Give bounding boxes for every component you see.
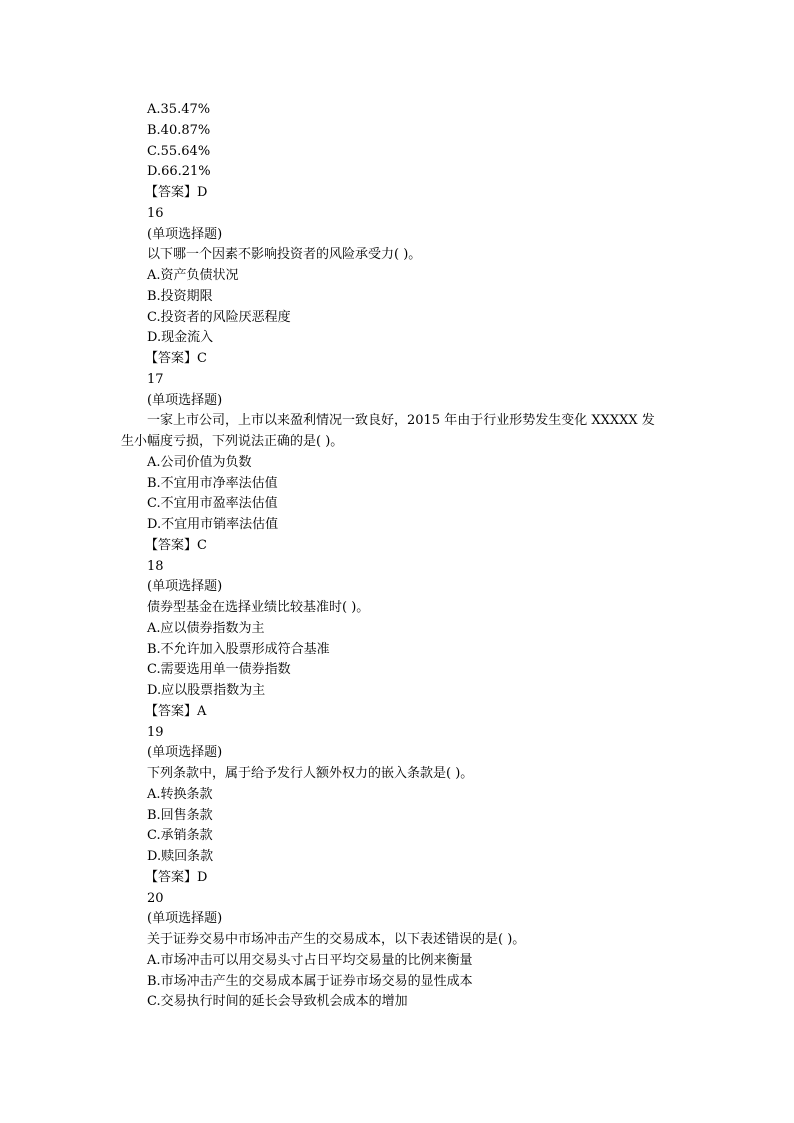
answer-line: 【答案】A xyxy=(145,703,207,719)
option-b: B.回售条款 xyxy=(147,807,213,823)
question-18 xyxy=(147,557,667,723)
option-d: D.赎回条款 xyxy=(147,849,214,864)
option-a: A.35.47% xyxy=(147,102,211,117)
option-d: D.66.21% xyxy=(147,164,211,180)
question-number: 20 xyxy=(147,890,164,906)
answer-line: 【答案】C xyxy=(145,537,207,553)
question-stem: 债券型基金在选择业绩比较基准时( )。 xyxy=(147,600,370,615)
option-d: D.应以股票指数为主 xyxy=(147,683,266,698)
option-b: B.不允许加入股票形成符合基准 xyxy=(147,641,330,657)
question-17 xyxy=(121,370,667,557)
question-stem: 以下哪一个因素不影响投资者的风险承受力( )。 xyxy=(147,247,422,263)
option-b: B.40.87% xyxy=(147,122,211,138)
option-c: C.55.64% xyxy=(147,143,211,159)
option-a: A.应以债券指数为主 xyxy=(147,620,265,636)
option-b: B.市场冲击产生的交易成本属于证券市场交易的显性成本 xyxy=(147,973,473,989)
option-d: D.现金流入 xyxy=(147,330,214,346)
answer-line: 【答案】C xyxy=(145,351,207,366)
question-type: (单项选择题) xyxy=(147,226,223,242)
question-stem-line-1: 一家上市公司，上市以来盈利情况一致良好，2015 年由于行业形势发生变化 XXXXX 发 xyxy=(147,413,655,429)
question-20 xyxy=(147,889,667,1014)
question-type: (单项选择题) xyxy=(147,392,223,408)
option-b: B.不宜用市净率法估值 xyxy=(147,475,278,491)
answer-line: 【答案】D xyxy=(145,185,208,200)
question-stem: 关于证券交易中市场冲击产生的交易成本，以下表述错误的是( )。 xyxy=(147,932,526,947)
option-a: A.转换条款 xyxy=(147,786,213,802)
option-c: C.承销条款 xyxy=(147,828,213,844)
question-number: 19 xyxy=(147,724,164,740)
option-c: C.不宜用市盈率法估值 xyxy=(147,496,278,512)
question-number: 17 xyxy=(147,371,164,387)
question-15 xyxy=(147,100,667,204)
option-c: C.交易执行时间的延长会导致机会成本的增加 xyxy=(147,994,408,1010)
question-stem: 下列条款中，属于给予发行人额外权力的嵌入条款是( )。 xyxy=(147,766,474,781)
question-type: (单项选择题) xyxy=(147,911,223,927)
option-a: A.公司价值为负数 xyxy=(147,454,252,470)
question-stem-line-2: 生小幅度亏损，下列说法正确的是( )。 xyxy=(121,434,344,449)
option-a: A.市场冲击可以用交易头寸占日平均交易量的比例来衡量 xyxy=(147,952,473,968)
question-number: 16 xyxy=(147,205,164,221)
answer-line: 【答案】D xyxy=(145,869,208,885)
question-type: (单项选择题) xyxy=(147,579,223,595)
option-a: A.资产负债状况 xyxy=(147,268,239,283)
option-c: C.投资者的风险厌恶程度 xyxy=(147,309,291,325)
document-content xyxy=(121,100,667,1013)
question-type: (单项选择题) xyxy=(147,745,223,761)
option-c: C.需要选用单一债券指数 xyxy=(147,662,291,678)
option-b: B.投资期限 xyxy=(147,288,213,304)
question-number: 18 xyxy=(147,558,164,574)
question-16 xyxy=(147,204,667,370)
question-19 xyxy=(147,723,667,889)
option-d: D.不宜用市销率法估值 xyxy=(147,517,279,532)
